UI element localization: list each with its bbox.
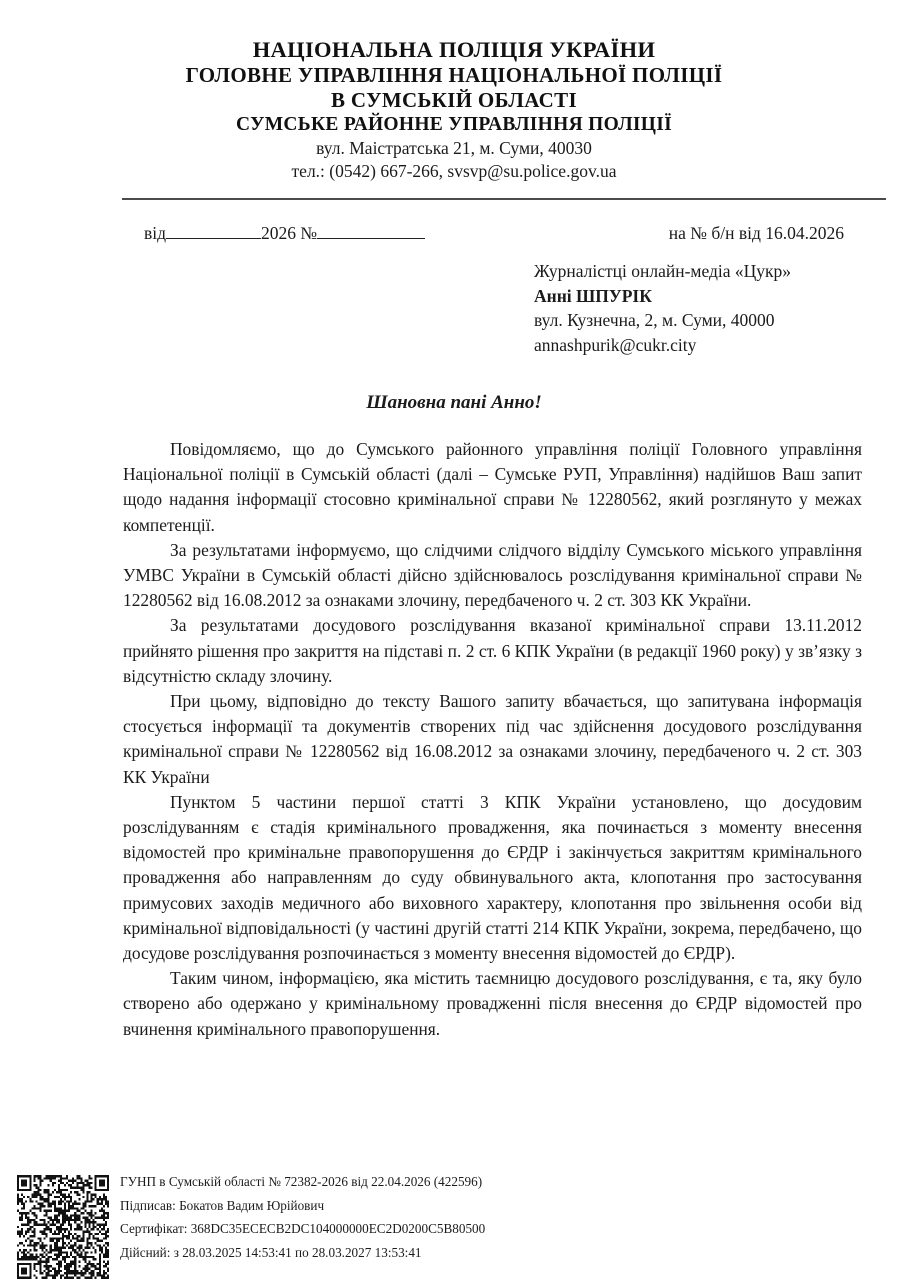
signature-signer: Підписав: Бокатов Вадим Юрійович (120, 1197, 325, 1213)
signature-registration: ГУНП в Сумській області № 72382-2026 від 22.04.2026 (422596) (120, 1174, 483, 1189)
org-name-line-2: ГОЛОВНЕ УПРАВЛІННЯ НАЦІОНАЛЬНОЇ ПОЛІЦІЇ (185, 63, 723, 87)
outgoing-reference (144, 220, 425, 246)
salutation: Шановна пані Анно! (366, 392, 542, 413)
addressee-email: annashpurik@cukr.city (534, 334, 697, 355)
org-postal-address: вул. Маістратська 21, м. Суми, 40030 (316, 138, 592, 158)
body-paragraph: При цьому, відповідно до тексту Вашого запиту вбачається, що запитувана інформація стосується інформації та документів створених під час здійснення досудового розслідування кримінальної справи № 12280562 від 16.08.2012 за ознаками злочину, передбаченого ч. 2 ст. 303 КК України (123, 691, 862, 787)
org-contacts: тел.: (0542) 667-266, svsvp@su.police.gov.ua (291, 161, 617, 181)
qr-code-icon (17, 1175, 109, 1279)
body-paragraph: Повідомляємо, що до Сумського районного управління поліції Головного управління Національної поліції в Сумській області (далі – Сумське РУП, Управління) надійшов Ваш запит щодо надання інформації стосовно кримінальної справи № 12280562, який розглянуто у межах компетенції. (123, 439, 862, 535)
org-name-line-4: СУМСЬКЕ РАЙОННЕ УПРАВЛІННЯ ПОЛІЦІЇ (235, 114, 672, 135)
body-paragraph: За результатами досудового розслідування вказаної кримінальної справи 13.11.2012 прийнято рішення про закриття на підставі п. 2 ст. 6 КПК України (в редакції 1960 року) у зв’язку з відсутністю складу злочину. (123, 615, 862, 686)
addressee-address: вул. Кузнечна, 2, м. Суми, 40000 (534, 310, 775, 330)
letter-body (123, 437, 862, 1042)
header-divider (122, 198, 886, 200)
org-name-line-1: НАЦІОНАЛЬНА ПОЛІЦІЯ УКРАЇНИ (252, 37, 656, 62)
addressee-name: Анні ШПУРІК (534, 285, 652, 306)
reference-row (122, 220, 886, 246)
outgoing-number-blank (317, 238, 425, 239)
outgoing-date-blank (166, 238, 261, 239)
org-name-line-3: В СУМСЬКІЙ ОБЛАСТІ (331, 88, 577, 112)
addressee-block (534, 259, 791, 357)
body-paragraph: За результатами інформуємо, що слідчими слідчого відділу Сумського міського управління УМВС України в Сумській області дійсно здійснювалось розслідування кримінальної справи № 12280562 від 16.08.2012 за ознаками злочину, передбаченого ч. 2 ст. 303 КК України. (123, 539, 862, 611)
outgoing-number-label: № (300, 223, 318, 243)
body-paragraph: Пунктом 5 частини першої статті 3 КПК України установлено, що досудовим розслідуванням є стадія кримінального провадження, яка починається з моменту внесення відомостей про кримінальне правопорушення до ЄРДР і закінчується закриттям кримінального провадження або направленням до суду обвинувального акта, клопотання про застосування примусових заходів медичного або виховного характеру, клопотання про звільнення особи від кримінальної відповідальності (у частині другій статті 214 КПК України, зокрема, передбачено, що досудове розслідування розпочинається з моменту внесення відомостей до ЄРДР). (123, 791, 862, 964)
incoming-reference: на № б/н від 16.04.2026 (668, 223, 844, 243)
body-paragraph: Таким чином, інформацією, яка містить таємницю досудового розслідування, є та, яку було створено або одержано у кримінальному провадженні після внесення до ЄРДР відомостей про вчинення кримінального правопорушення. (123, 968, 862, 1039)
signature-certificate: Сертифікат: 368DC35ECECB2DC104000000EC2D0200C5B80500 (120, 1221, 486, 1236)
letterhead (0, 36, 908, 183)
addressee-role: Журналістці онлайн-медіа «Цукр» (534, 261, 792, 281)
signature-validity: Дійсний: з 28.03.2025 14:53:41 по 28.03.2027 13:53:41 (120, 1244, 422, 1260)
outgoing-year: 2026 (261, 223, 297, 243)
outgoing-from-label: від (144, 223, 167, 243)
signature-details (120, 1170, 485, 1264)
digital-signature-block (17, 1170, 897, 1280)
